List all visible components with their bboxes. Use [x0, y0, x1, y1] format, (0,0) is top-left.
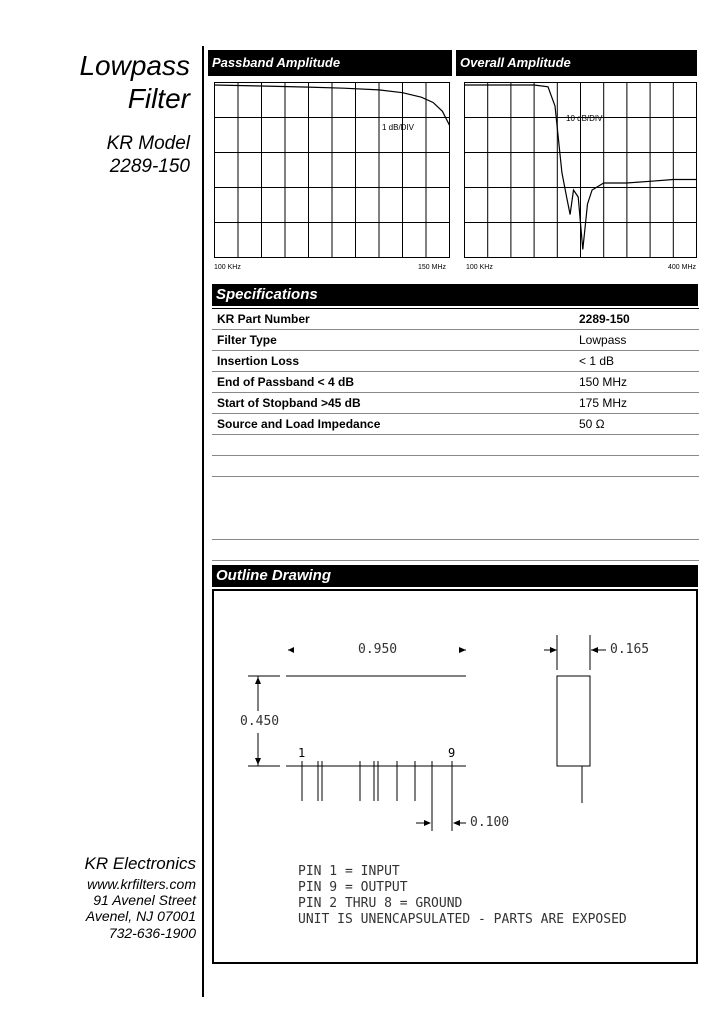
spec-label: Filter Type	[212, 330, 532, 351]
length-dimension-label: 0.950	[358, 642, 398, 657]
empty-row	[212, 456, 699, 477]
product-title-line1: Lowpass	[79, 50, 190, 81]
overall-x-start-label: 100 KHz	[466, 264, 493, 271]
empty-row	[212, 477, 699, 540]
city-address: Avenel, NJ 07001	[85, 908, 196, 924]
street-address: 91 Avenel Street	[93, 892, 196, 908]
passband-chart-title: Passband Amplitude	[208, 50, 452, 76]
pin-note: UNIT IS UNENCAPSULATED - PARTS ARE EXPOSED	[298, 912, 627, 927]
spec-label: Insertion Loss	[212, 351, 532, 372]
table-row	[212, 372, 699, 393]
overall-chart	[464, 82, 697, 258]
pitch-dimension-label: 0.100	[470, 815, 510, 830]
passband-x-end-label: 150 MHz	[418, 264, 447, 271]
spec-label: End of Passband < 4 dB	[212, 372, 532, 393]
specifications-table	[212, 308, 699, 561]
table-row	[212, 351, 699, 372]
spec-value: 50 Ω	[532, 414, 699, 435]
passband-grid	[214, 82, 450, 258]
website-link[interactable]: www.krfilters.com	[87, 876, 196, 892]
product-title-line2: Filter	[127, 83, 190, 114]
overall-scale-note: 10 dB/DIV	[566, 114, 603, 123]
spec-value: < 1 dB	[532, 351, 699, 372]
empty-row	[212, 540, 699, 561]
spec-value: 175 MHz	[532, 393, 699, 414]
overall-grid	[464, 82, 697, 258]
passband-x-start-label: 100 KHz	[214, 264, 241, 271]
empty-row	[212, 435, 699, 456]
overall-chart-title: Overall Amplitude	[456, 50, 697, 76]
outline-drawing-title: Outline Drawing	[212, 565, 698, 587]
company-name: KR Electronics	[84, 854, 196, 873]
overall-x-end-label: 400 MHz	[668, 264, 697, 271]
height-dimension-label: 0.450	[240, 714, 280, 729]
model-number: 2289-150	[109, 156, 190, 177]
vertical-divider	[202, 46, 204, 997]
model-label: KR Model	[106, 133, 190, 154]
table-row	[212, 393, 699, 414]
pin-note: PIN 9 = OUTPUT	[298, 880, 408, 895]
specifications-title: Specifications	[212, 284, 698, 306]
spec-header-value: 2289-150	[532, 309, 699, 330]
spec-label: Source and Load Impedance	[212, 414, 532, 435]
table-row	[212, 414, 699, 435]
spec-label: Start of Stopband >45 dB	[212, 393, 532, 414]
pin-note: PIN 1 = INPUT	[298, 864, 400, 879]
pin-1-label: 1	[298, 746, 306, 760]
pin-note: PIN 2 THRU 8 = GROUND	[298, 896, 463, 911]
spec-header-row	[212, 309, 699, 330]
depth-dimension-label: 0.165	[610, 642, 650, 657]
spec-header-label: KR Part Number	[212, 309, 532, 330]
pin-notes	[298, 864, 627, 928]
phone-number: 732-636-1900	[108, 925, 196, 941]
spec-value: Lowpass	[532, 330, 699, 351]
passband-chart	[214, 82, 450, 258]
pin-9-label: 9	[448, 746, 456, 760]
table-row	[212, 330, 699, 351]
spec-value: 150 MHz	[532, 372, 699, 393]
passband-scale-note: 1 dB/DIV	[382, 123, 415, 132]
